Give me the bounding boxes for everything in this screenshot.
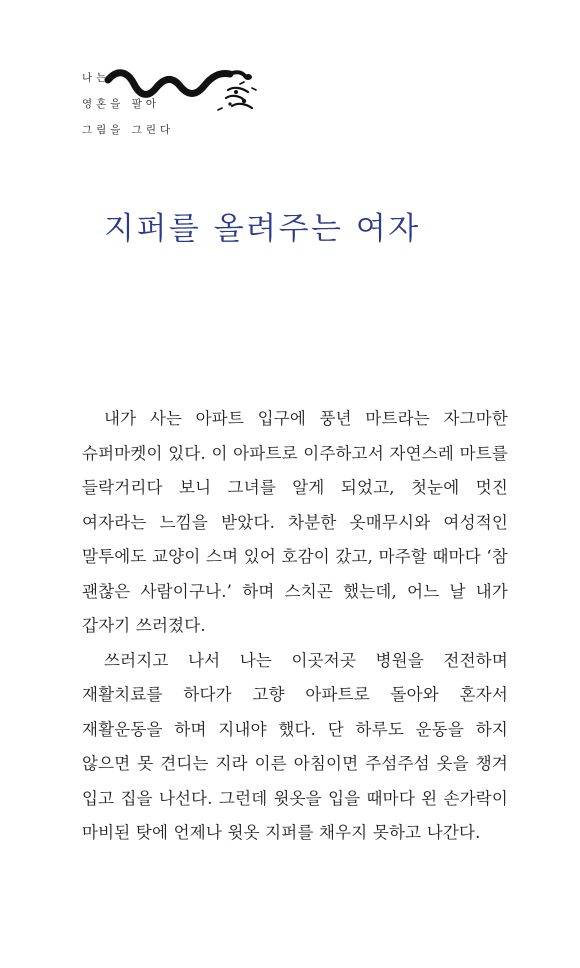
series-title-line-3: 그림을 그린다 [82,124,175,136]
series-logo-block [82,62,282,142]
series-title-line-1: 나는 [82,72,111,84]
chapter-title: 지퍼를 올려주는 여자 [104,211,421,247]
series-title-line-2: 영혼을 팔아 [82,98,161,110]
body-paragraph-1: 내가 사는 아파트 입구에 풍년 마트라는 자그마한 슈퍼마켓이 있다. 이 아파트로 이주하고서 자연스레 마트를 들락거리다 보니 그녀를 알게 되었고, 첫눈에 멋진 여자라는 느낌을 받았다. 차분한 옷매무시와 여성적인 말투에도 교양이 스며 있어 호감이 갔고, 마주할 때마다 ‘참 괜찮은 사람이구나.’ 하며 스치곤 했는데, 어느 날 내가 갑자기 쓰러졌다. [82,409,508,635]
body-text [82,402,508,851]
body-paragraph-2: 쓰러지고 나서 나는 이곳저곳 병원을 전전하며 재활치료를 하다가 고향 아파트로 돌아와 혼자서 재활운동을 하며 지내야 했다. 단 하루도 운동을 하지 않으면 못 견디는 지라 이른 아침이면 주섬주섬 옷을 챙겨 입고 집을 나선다. 그런데 윗옷을 입을 때마다 왼 손가락이 마비된 탓에 언제나 윗옷 지퍼를 채우지 못하고 나간다. [82,650,508,842]
